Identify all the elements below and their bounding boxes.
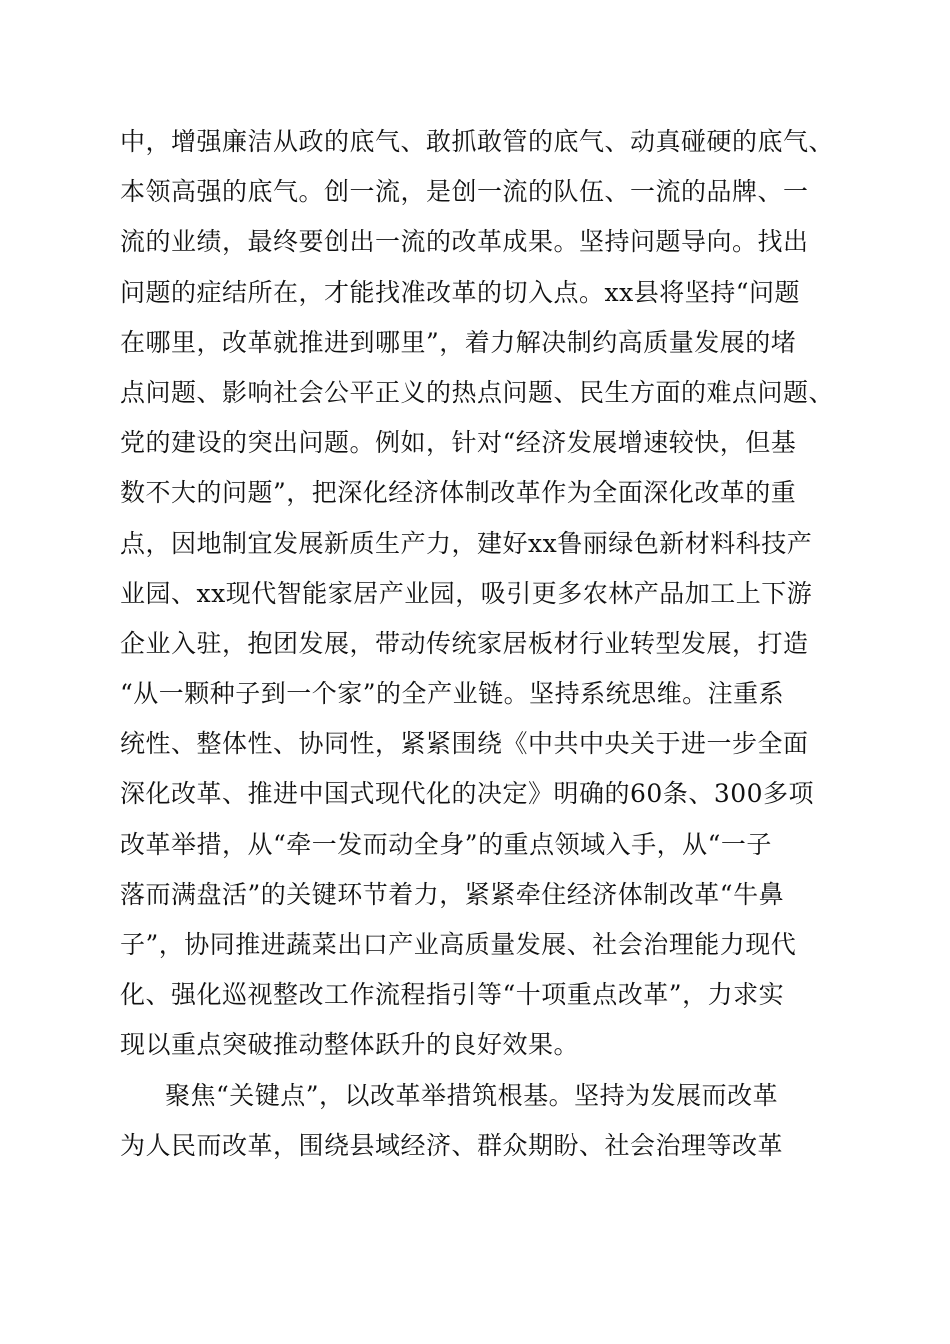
paragraph-start-line: 聚焦“关键点”，以改革举措筑根基。坚持为发展而改革 xyxy=(165,1080,779,1110)
body-text xyxy=(120,117,840,1171)
text-line: 问题的症结所在，才能找准改革的切入点。xx县将坚持“问题 xyxy=(120,277,800,307)
text-line: 点问题、影响社会公平正义的热点问题、民生方面的难点问题、 xyxy=(120,377,835,407)
text-line: 企业入驻，抱团发展，带动传统家居板材行业转型发展，打造 xyxy=(120,628,809,658)
text-line: 落而满盘活”的关键环节着力，紧紧牵住经济体制改革“牛鼻 xyxy=(120,879,785,909)
text-line: “从一颗种子到一个家”的全产业链。坚持系统思维。注重系 xyxy=(120,679,785,709)
text-line: 在哪里，改革就推进到哪里”，着力解决制约高质量发展的堵 xyxy=(120,327,797,357)
text-line: 统性、整体性、协同性，紧紧围绕《中共中央关于进一步全面 xyxy=(120,729,809,759)
text-line: 本领高强的底气。创一流，是创一流的队伍、一流的品牌、一 xyxy=(120,177,809,207)
text-line: 为人民而改革，围绕县域经济、群众期盼、社会治理等改革 xyxy=(120,1130,784,1160)
text-line: 点，因地制宜发展新质生产力，建好xx鲁丽绿色新材料科技产 xyxy=(120,528,813,558)
text-line: 数不大的问题”，把深化经济体制改革作为全面深化改革的重 xyxy=(120,478,797,508)
text-line: 现以重点突破推动整体跃升的良好效果。 xyxy=(120,1030,580,1060)
text-line: 业园、xx现代智能家居产业园，吸引更多农林产品加工上下游 xyxy=(120,578,813,608)
text-line: 流的业绩，最终要创出一流的改革成果。坚持问题导向。找出 xyxy=(120,227,809,257)
text-line: 中，增强廉洁从政的底气、敢抓敢管的底气、动真碰硬的底气、 xyxy=(120,127,835,156)
text-line: 改革举措，从“牵一发而动全身”的重点领域入手，从“一子 xyxy=(120,829,772,859)
text-line: 子”，协同推进蔬菜出口产业高质量发展、社会治理能力现代 xyxy=(120,930,797,959)
text-line: 深化改革、推进中国式现代化的决定》明确的60条、300多项 xyxy=(120,779,815,809)
text-line: 党的建设的突出问题。例如，针对“经济发展增速较快，但基 xyxy=(120,428,797,458)
text-line: 化、强化巡视整改工作流程指引等“十项重点改革”，力求实 xyxy=(120,980,785,1010)
